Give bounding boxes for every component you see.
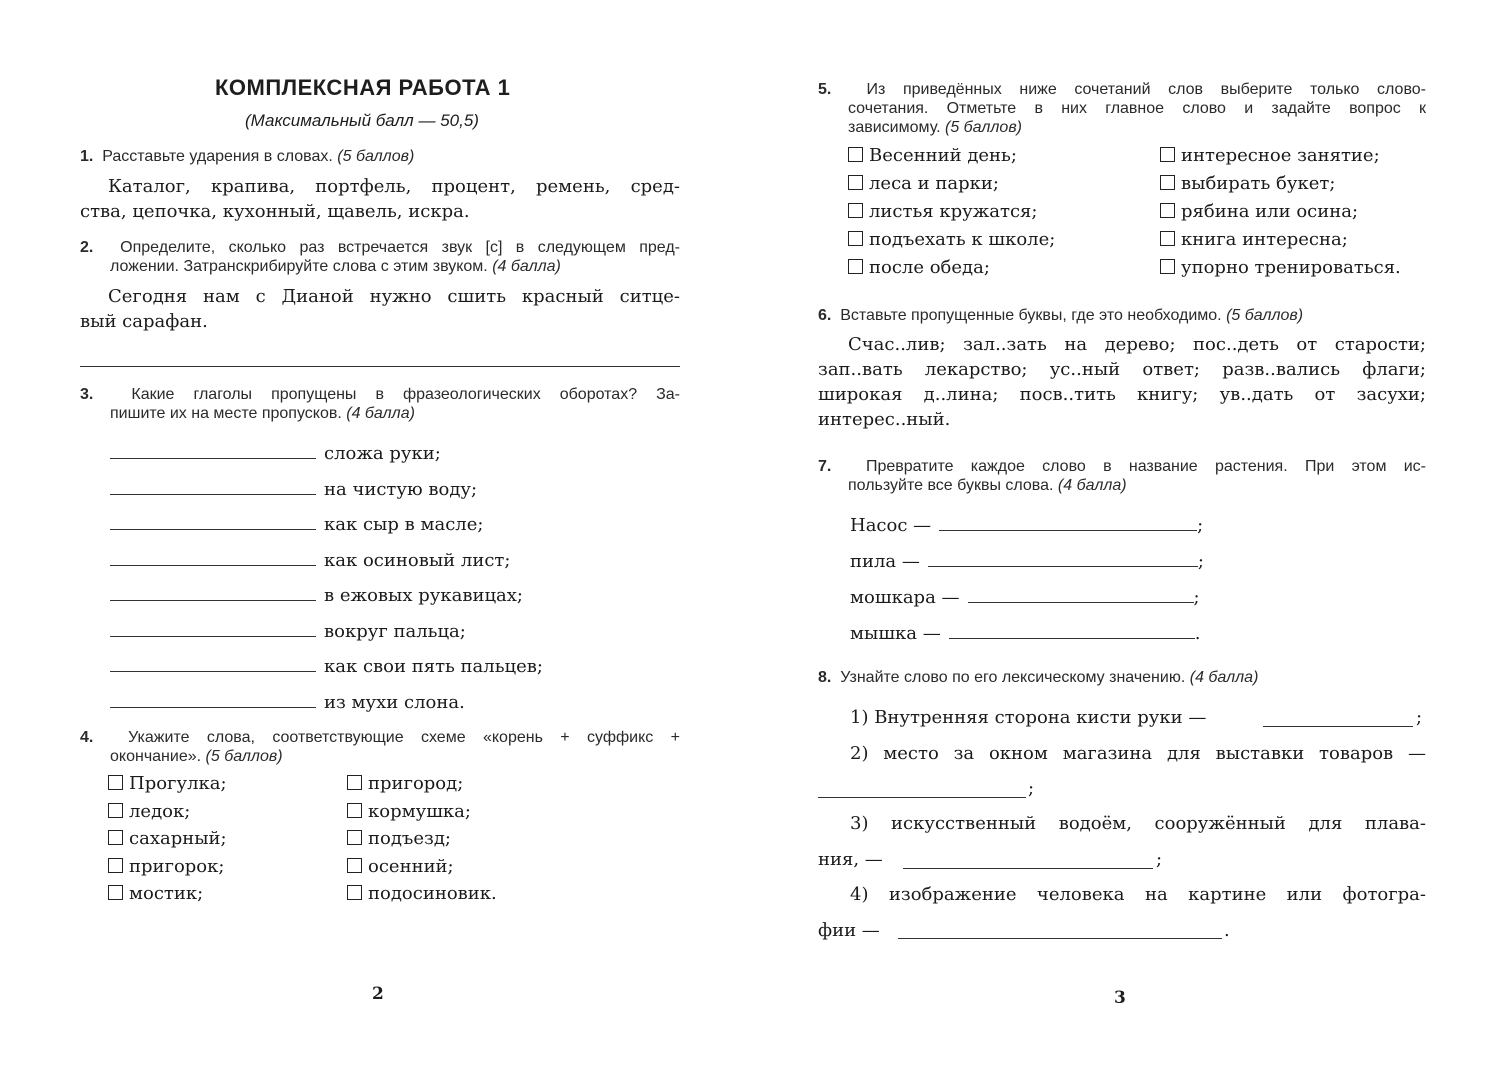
q6-body-line: интерес..ный. (818, 409, 951, 430)
q7-item-end: ; (1197, 551, 1204, 572)
question-text-line: Из приведённых ниже сочетаний слов выберите только слово- (866, 81, 1427, 98)
option-row (347, 883, 497, 904)
option-label: мостик; (129, 883, 204, 904)
answer-blank[interactable] (939, 529, 1197, 531)
option-row (347, 801, 471, 822)
checkbox[interactable] (1160, 203, 1175, 218)
checkbox[interactable] (347, 885, 362, 900)
question-text-line: окончание». (110, 748, 202, 765)
q3-item-text: на чистую воду; (324, 478, 478, 500)
option-label: ледок; (129, 800, 191, 822)
q3-item-text: как сыр в масле; (324, 514, 484, 535)
q8-item-end: . (1224, 920, 1230, 941)
answer-line[interactable] (80, 366, 680, 367)
page-number: 2 (372, 984, 384, 1004)
q7-item-end: ; (1193, 587, 1200, 608)
q8-item-text: 2) место за окном магазина для выставки товаров — (850, 743, 1426, 764)
question-number: 4. (80, 729, 94, 746)
question-1 (80, 147, 414, 166)
option-label: леса и парки; (869, 173, 999, 194)
q3-item (110, 654, 543, 679)
option-label: осенний; (368, 855, 454, 877)
checkbox[interactable] (1160, 147, 1175, 162)
q7-word: Насос — (850, 515, 932, 536)
question-8 (818, 668, 1258, 687)
checkbox[interactable] (347, 803, 362, 818)
q3-item-text: сложа руки; (324, 443, 441, 464)
checkbox[interactable] (848, 175, 863, 190)
checkbox[interactable] (347, 858, 362, 873)
question-points: (4 балла) (492, 258, 561, 275)
question-points: (4 балла) (346, 405, 415, 422)
q7-item (850, 585, 1200, 610)
option-row (108, 773, 227, 794)
q8-item-text: 1) Внутренняя сторона кисти руки — (850, 707, 1207, 728)
q1-body-line: Каталог, крапива, портфель, процент, ремень, сред- (108, 176, 680, 197)
answer-blank[interactable] (110, 493, 316, 495)
page-number: 3 (1114, 988, 1126, 1008)
option-label: пригорок; (129, 855, 225, 877)
question-points: (4 балла) (1057, 477, 1127, 494)
question-points: (5 баллов) (205, 748, 283, 765)
checkbox[interactable] (347, 775, 362, 790)
q8-item-text: ния, — (818, 849, 883, 870)
option-row (1160, 257, 1401, 278)
option-label: после обеда; (869, 257, 990, 278)
option-row (848, 173, 999, 194)
question-points: (4 балла) (1189, 669, 1259, 686)
question-text-line: Укажите слова, соответствующие схеме «корень + суффикс + (128, 729, 681, 746)
option-row (1160, 229, 1348, 250)
question-5 (818, 80, 1426, 137)
answer-blank[interactable] (968, 601, 1194, 603)
q6-body-line: широкая д..лина; посв..тить книгу; ув..дать от засухи; (818, 384, 1426, 405)
question-number: 1. (80, 148, 94, 165)
option-row (347, 856, 454, 877)
option-label: подъехать к школе; (869, 229, 1056, 250)
question-text-line: пишите их на месте пропусков. (110, 405, 342, 422)
option-label: подосиновик. (368, 883, 497, 904)
question-text: Расставьте ударения в словах. (102, 148, 333, 165)
checkbox[interactable] (108, 858, 123, 873)
q8-item-2 (818, 741, 1426, 766)
option-label: подъезд; (368, 828, 451, 849)
option-row (848, 145, 1017, 166)
question-number: 5. (818, 81, 832, 98)
q7-item-end: . (1194, 623, 1201, 644)
option-label: рябина или осина; (1181, 201, 1359, 222)
question-text-line: Какие глаголы пропущены в фразеологических оборотах? За- (131, 386, 680, 403)
option-row (1160, 145, 1380, 166)
answer-line[interactable] (1263, 726, 1413, 727)
q8-item-text: 4) изображение человека на картине или фотогра- (850, 884, 1426, 905)
q1-body (80, 174, 680, 224)
checkbox[interactable] (108, 803, 123, 818)
question-text-line: Определите, сколько раз встречается звук [с] в следующем пред- (120, 239, 681, 256)
option-row (347, 828, 451, 849)
question-points: (5 баллов) (944, 119, 1022, 136)
option-label: Весенний день; (869, 145, 1017, 166)
option-row (108, 828, 227, 849)
option-row (848, 229, 1055, 250)
q7-item (850, 513, 1203, 538)
q3-item-text: вокруг пальца; (324, 620, 466, 642)
question-text-line: зависимому. (848, 119, 941, 136)
question-text: Вставьте пропущенные буквы, где это необходимо. (840, 307, 1222, 324)
question-number: 3. (80, 386, 94, 403)
q7-word: мошкара — (850, 587, 960, 608)
q3-item-text: в ежовых рукавицах; (324, 585, 523, 606)
option-label: Прогулка; (129, 773, 227, 794)
answer-blank[interactable] (949, 637, 1195, 639)
question-number: 7. (818, 458, 832, 475)
q3-item (110, 548, 510, 573)
q1-body-line: ства, цепочка, кухонный, щавель, искра. (80, 201, 470, 222)
checkbox[interactable] (1160, 231, 1175, 246)
question-text-line: Превратите каждое слово в название растения. При этом ис- (865, 458, 1427, 475)
question-7 (818, 457, 1426, 495)
checkbox[interactable] (848, 231, 863, 246)
q3-item-text: как осиновый лист; (324, 549, 511, 571)
option-label: кормушка; (368, 800, 471, 822)
checkbox[interactable] (1160, 175, 1175, 190)
option-row (848, 257, 990, 278)
option-row (1160, 201, 1358, 222)
q3-item (110, 583, 523, 608)
page-subtitle: (Максимальный балл — 50,5) (245, 111, 479, 130)
q3-item (110, 441, 441, 466)
question-4 (80, 728, 680, 766)
q6-body-line: Счас..лив; зал..зать на дерево; пос..деть от старости; (848, 334, 1426, 355)
question-text-line: ложении. Затранскрибируйте слова с этим звуком. (110, 258, 488, 275)
option-label: листья кружатся; (869, 201, 1038, 222)
q8-item-text: 3) искусственный водоём, сооружённый для плава- (850, 813, 1426, 834)
option-label: интересное занятие; (1181, 145, 1380, 166)
q8-item-end: ; (1028, 778, 1035, 799)
q3-item (110, 512, 483, 537)
checkbox[interactable] (848, 147, 863, 162)
q8-item-text: фии — (818, 920, 880, 941)
option-label: пригород; (368, 773, 464, 794)
q3-item (110, 477, 477, 502)
answer-blank[interactable] (110, 564, 316, 566)
q7-item (850, 621, 1201, 646)
q8-item-3 (818, 811, 1426, 836)
question-6 (818, 306, 1303, 325)
option-row (108, 801, 190, 822)
q8-item-4 (818, 882, 1426, 907)
question-number: 8. (818, 669, 832, 686)
q3-item (110, 619, 466, 644)
answer-blank[interactable] (928, 565, 1198, 567)
checkbox[interactable] (848, 259, 863, 274)
question-number: 6. (818, 307, 832, 324)
option-label: сахарный; (129, 828, 227, 849)
question-points: (5 баллов) (1226, 307, 1304, 324)
q2-body-line: вый сарафан. (80, 311, 208, 332)
q2-body (80, 284, 680, 334)
q7-word: мышка — (850, 623, 941, 644)
question-points: (5 баллов) (337, 148, 415, 165)
option-label: книга интересна; (1181, 229, 1348, 250)
checkbox[interactable] (108, 830, 123, 845)
right-page (750, 0, 1500, 1065)
question-2 (80, 238, 680, 276)
answer-blank[interactable] (110, 457, 316, 459)
q3-item-text: как свои пять пальцев; (324, 656, 543, 677)
answer-blank[interactable] (110, 635, 316, 637)
answer-line[interactable] (898, 938, 1222, 939)
q7-item-end: ; (1197, 515, 1204, 536)
q2-body-line: Сегодня нам с Дианой нужно сшить красный ситце- (108, 286, 680, 307)
option-row (848, 201, 1037, 222)
answer-line[interactable] (818, 797, 1026, 798)
option-row (108, 856, 224, 877)
option-row (1160, 173, 1335, 194)
option-label: выбирать букет; (1181, 173, 1336, 194)
option-label: упорно тренироваться. (1181, 257, 1401, 278)
q7-item (850, 549, 1204, 574)
q8-item-end: ; (1156, 849, 1163, 870)
answer-blank[interactable] (110, 670, 316, 672)
question-number: 2. (80, 239, 94, 256)
checkbox[interactable] (848, 203, 863, 218)
q7-word: пила — (850, 551, 920, 572)
answer-blank[interactable] (110, 706, 316, 708)
q8-item-end: ; (1416, 707, 1423, 728)
question-text-line: пользуйте все буквы слова. (848, 477, 1054, 494)
q3-item-text: из мухи слона. (324, 691, 465, 713)
page-title: КОМПЛЕКСНАЯ РАБОТА 1 (215, 75, 511, 100)
checkbox[interactable] (1160, 259, 1175, 274)
q3-item (110, 690, 465, 715)
question-3 (80, 385, 680, 423)
checkbox[interactable] (108, 885, 123, 900)
answer-line[interactable] (903, 868, 1153, 869)
checkbox[interactable] (108, 775, 123, 790)
checkbox[interactable] (347, 830, 362, 845)
option-row (347, 773, 463, 794)
question-text: Узнайте слово по его лексическому значению. (840, 669, 1186, 686)
answer-blank[interactable] (110, 599, 316, 601)
q8-item-1 (850, 705, 1206, 730)
q6-body (818, 332, 1426, 432)
option-row (108, 883, 203, 904)
q6-body-line: зап..вать лекарство; ус..ный ответ; разв..вались флаги; (818, 359, 1426, 380)
answer-blank[interactable] (110, 528, 316, 530)
question-text-line: сочетания. Отметьте в них главное слово и задайте вопрос к (848, 100, 1426, 117)
